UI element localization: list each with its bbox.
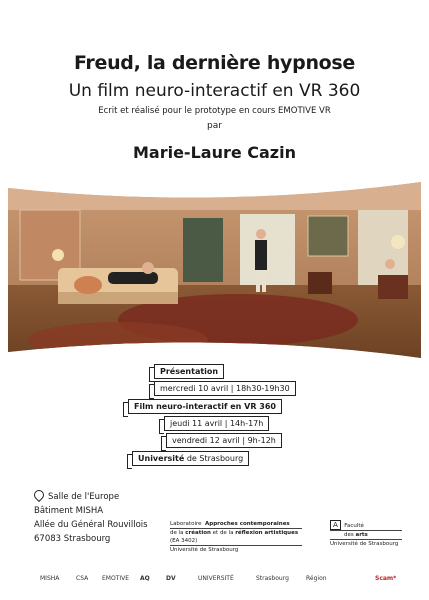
logo-strasbourg: Strasbourg: [256, 575, 289, 582]
faculte-logo: A Faculté des arts Université de Strasbourg: [330, 520, 402, 548]
poster-subtitle: Un film neuro-interactif en VR 360: [68, 81, 361, 101]
address-line-1: Salle de l'Europe: [48, 492, 120, 502]
location-pin-icon: [32, 488, 46, 502]
film-time-1: jeudi 11 avril | 14h-17h: [164, 416, 269, 431]
university-label: Université de Strasbourg: [132, 451, 249, 466]
logo-aq: AQ: [140, 575, 150, 582]
written-line: Ecrit et réalisé pour le prototype en cours EMOTIVE VR: [98, 106, 331, 116]
address-line-3: Allée du Général Rouvillois: [34, 520, 148, 530]
logo-misha: MISHA: [40, 575, 60, 582]
address-block: [34, 490, 148, 546]
logo-dv: DV: [166, 575, 176, 582]
logo-scam: Scam*: [375, 575, 397, 582]
par-text: par: [207, 121, 222, 131]
address-line-4: 67083 Strasbourg: [34, 534, 111, 544]
partner-logos: [0, 572, 429, 588]
film-time-2: vendredi 12 avril | 9h-12h: [166, 433, 282, 448]
logo-emotive: EMOTIVE: [102, 575, 130, 582]
film-label: Film neuro-interactif en VR 360: [128, 399, 282, 414]
poster-title: Freud, la dernière hypnose: [73, 52, 356, 74]
logo-csa: CSA: [76, 575, 89, 582]
presentation-time: mercredi 10 avril | 18h30-19h30: [154, 381, 296, 396]
presentation-label: Présentation: [154, 364, 224, 379]
address-line-2: Bâtiment MISHA: [34, 506, 104, 516]
panoramic-room-photo: [8, 180, 421, 360]
lab-logo: Laboratoire Approches contemporaines de la création et de la réflexion artistiques (EA 3402) Université de Strasbourg: [170, 520, 302, 554]
author-name: Marie-Laure Cazin: [132, 143, 296, 162]
logo-region: Région: [306, 575, 327, 582]
logo-universite: UNIVERSITÉ: [198, 575, 234, 582]
